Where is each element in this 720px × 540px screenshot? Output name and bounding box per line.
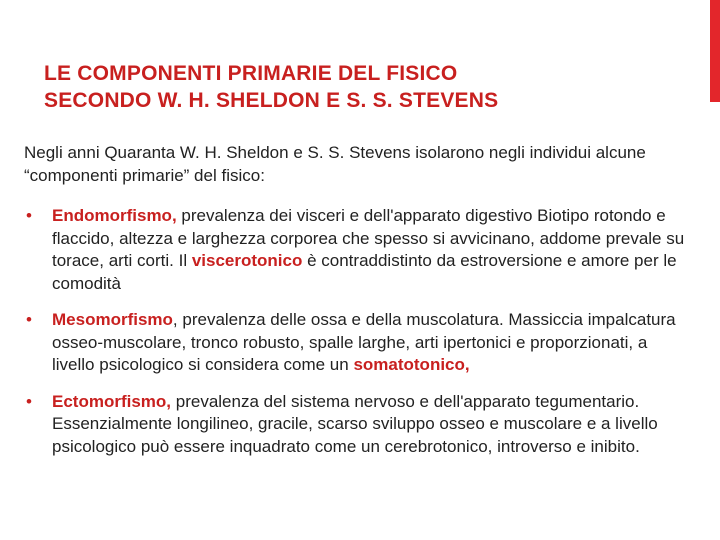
bullet-icon: • — [26, 391, 32, 411]
title-line-2: SECONDO W. H. SHELDON E S. S. STEVENS — [44, 89, 499, 112]
description-endomorfismo: prevalenza dei visceri e dell'apparato digestivo Biotipo rotondo e flaccido, altezza e larghezza corporea che spesso si avvicinano, addome prevale su torace, arti corti. Il — [52, 206, 685, 270]
term-viscerotonico: viscerotonico — [191, 251, 303, 270]
bullet-list — [24, 205, 694, 458]
accent-bar — [710, 0, 720, 102]
bullet-mesomorfismo — [24, 309, 694, 377]
term-somatotonico: somatotonico, — [353, 355, 470, 374]
bullet-endomorfismo — [24, 205, 694, 295]
description-mesomorfismo: , prevalenza delle ossa e della muscolatura. Massiccia impalcatura osseo-muscolare, tronco robusto, spalle larghe, arti ipertonici e proporzionati, a livello psicologico si considera come un — [52, 310, 676, 374]
term-mesomorfismo: Mesomorfismo — [52, 310, 173, 329]
term-endomorfismo: Endomorfismo, — [52, 206, 177, 225]
bullet-ectomorfismo — [24, 391, 694, 459]
intro-paragraph: Negli anni Quaranta W. H. Sheldon e S. S. Stevens isolarono negli individui alcune “componenti primarie” del fisico: — [24, 143, 646, 185]
description-ectomorfismo: prevalenza del sistema nervoso e dell'apparato tegumentario. Essenzialmente longilineo, gracile, scarso sviluppo osseo e muscolare e a livello psicologico può essere inquadrato come un cerebrotonico, introverso e inibito. — [52, 391, 658, 456]
term-ectomorfismo: Ectomorfismo, — [52, 391, 172, 411]
bullet-icon: • — [26, 310, 32, 329]
title-line-1: LE COMPONENTI PRIMARIE DEL FISICO — [44, 62, 458, 85]
slide-body — [24, 142, 694, 472]
bullet-icon: • — [26, 206, 32, 225]
description-viscerotonico: è contraddistinto da estroversione e amore per le comodità — [52, 251, 677, 293]
slide-title — [44, 60, 684, 114]
